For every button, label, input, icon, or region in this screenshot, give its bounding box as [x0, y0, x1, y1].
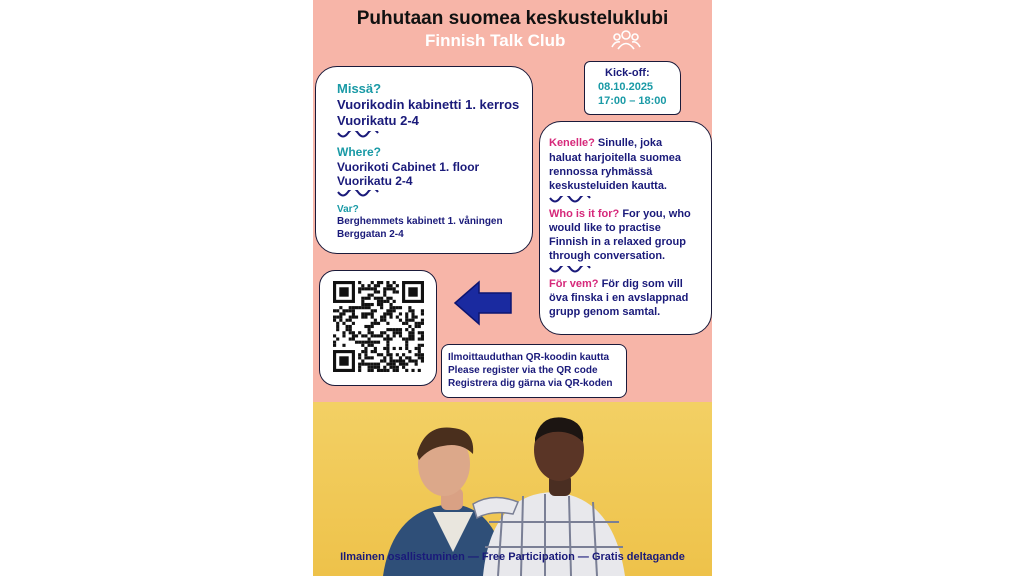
- wave-divider: [549, 196, 593, 205]
- location-label-sv: Var?: [337, 204, 359, 215]
- audience-label-en: Who is it for?: [549, 208, 620, 220]
- photo-illustration: [313, 402, 712, 576]
- wave-divider: [549, 266, 593, 275]
- poster: [313, 0, 712, 576]
- registration-box: [441, 344, 627, 398]
- poster-title: Puhutaan suomea keskusteluklubi: [356, 8, 669, 29]
- kickoff-box: [584, 61, 681, 115]
- location-line1-fi: Vuorikodin kabinetti 1. kerros: [337, 97, 520, 112]
- audience-en-line1: [549, 208, 691, 220]
- kickoff-date: 08.10.2025: [598, 81, 654, 93]
- kickoff-time: 17:00 – 18:00: [598, 95, 667, 107]
- location-line1-en: Vuorikoti Cabinet 1. floor: [337, 160, 480, 174]
- wave-divider: [337, 131, 381, 140]
- audience-fi-line4: keskusteluiden kautta.: [549, 180, 667, 192]
- location-line2-en: Vuorikatu 2-4: [337, 174, 413, 188]
- audience-bubble: [539, 121, 712, 335]
- arrow-left-icon: [453, 280, 513, 326]
- registration-sv: Registrera dig gärna via QR-koden: [448, 378, 613, 389]
- people-group-icon: [611, 29, 641, 51]
- location-bubble: [315, 66, 533, 254]
- audience-label-sv: För vem?: [549, 278, 599, 290]
- location-label-en: Where?: [337, 145, 382, 159]
- kickoff-label: Kick-off:: [605, 67, 650, 79]
- audience-text-sv: För dig som vill: [598, 278, 683, 290]
- registration-fi: Ilmoittauduthan QR-koodin kautta: [448, 352, 610, 363]
- location-line2-sv: Berggatan 2-4: [337, 229, 404, 240]
- audience-en-line3: Finnish in a relaxed group: [549, 236, 686, 248]
- location-line2-fi: Vuorikatu 2-4: [337, 113, 419, 128]
- qr-code[interactable]: [333, 281, 424, 372]
- audience-sv-line1: [549, 278, 683, 290]
- poster-subtitle: Finnish Talk Club: [425, 31, 566, 50]
- wave-divider: [337, 190, 381, 199]
- audience-label-fi: Kenelle?: [549, 137, 595, 149]
- photo-two-men: [313, 402, 712, 576]
- audience-text-en: For you, who: [619, 208, 691, 220]
- audience-en-line4: through conversation.: [549, 250, 666, 262]
- footer-participation: Ilmainen osallistuminen — Free Participation — Gratis deltagande: [340, 551, 685, 563]
- registration-en: Please register via the QR code: [448, 365, 598, 376]
- audience-fi-line1: [549, 137, 662, 149]
- audience-sv-line3: grupp genom samtal.: [549, 306, 661, 318]
- location-label-fi: Missä?: [337, 81, 382, 96]
- audience-en-line2: would like to practise: [549, 222, 661, 234]
- audience-fi-line2: haluat harjoitella suomea: [549, 152, 682, 164]
- audience-fi-line3: rennossa ryhmässä: [549, 166, 653, 178]
- audience-sv-line2: öva finska i en avslappnad: [549, 292, 689, 304]
- audience-text-fi: Sinulle, joka: [594, 137, 663, 149]
- location-line1-sv: Berghemmets kabinett 1. våningen: [337, 216, 503, 227]
